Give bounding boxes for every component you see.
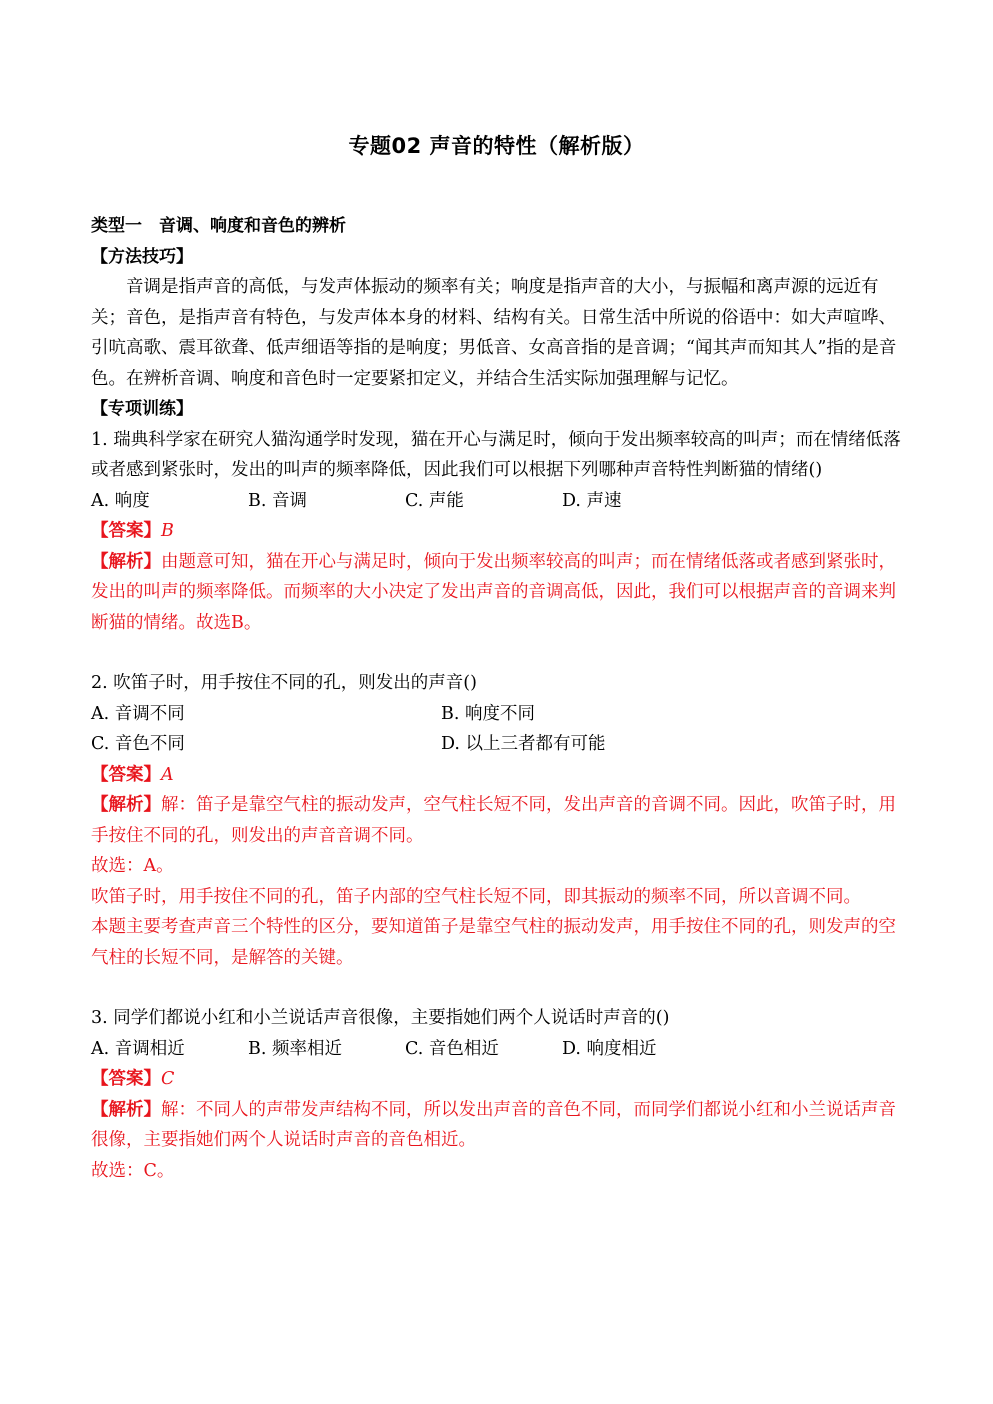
analysis-label: 【解析】 (91, 551, 161, 572)
option-c: C. 声能 (405, 490, 464, 511)
answer-label: 【答案】 (91, 1069, 161, 1089)
question-1 (91, 425, 903, 639)
option-d: D. 以上三者都有可能 (441, 734, 606, 754)
answer-line (91, 760, 903, 791)
analysis-explanation: 吹笛子时，用手按住不同的孔，笛子内部的空气柱长短不同，即其振动的频率不同，所以音调不同。 (91, 886, 861, 907)
analysis-text: 解：不同人的声带发声结构不同，所以发出声音的音色不同，而同学们都说小红和小兰说话声音很像，主要指她们两个人说话时声音的音色相近。 (91, 1099, 896, 1150)
section-heading: 类型一 音调、响度和音色的辨析 (91, 216, 346, 236)
question-stem: 3. 同学们都说小红和小兰说话声音很像，主要指她们两个人说话时声音的() (91, 1008, 670, 1028)
document-body (91, 211, 903, 1186)
question-stem: 1. 瑞典科学家在研究人猫沟通学时发现，猫在开心与满足时，倾向于发出频率较高的叫声；而在情绪低落或者感到紧张时，发出的叫声的频率降低，因此我们可以根据下列哪种声音特性判断猫的情绪() (91, 429, 901, 480)
analysis-label: 【解析】 (91, 795, 161, 815)
analysis-summary: 本题主要考查声音三个特性的区分，要知道笛子是靠空气柱的振动发声，用手按住不同的孔，则发声的空气柱的长短不同，是解答的关键。 (91, 917, 896, 968)
answer-line (91, 516, 903, 547)
analysis-choice: 故选：A。 (91, 856, 174, 876)
analysis-line (91, 1095, 903, 1156)
answer-value: A (161, 764, 174, 785)
question-3 (91, 1003, 903, 1186)
option-c: C. 音色相近 (405, 1038, 499, 1059)
answer-label: 【答案】 (91, 521, 161, 541)
analysis-label: 【解析】 (91, 1099, 161, 1120)
option-d: D. 响度相近 (562, 1038, 657, 1059)
question-stem: 2. 吹笛子时，用手按住不同的孔，则发出的声音() (91, 673, 477, 693)
method-heading: 【方法技巧】 (91, 246, 193, 267)
question-2 (91, 668, 903, 973)
analysis-text: 解：笛子是靠空气柱的振动发声，空气柱长短不同，发出声音的音调不同。因此，吹笛子时，用手按住不同的孔，则发出的声音音调不同。 (91, 795, 896, 846)
option-d: D. 声速 (562, 490, 622, 511)
option-a: A. 音调相近 (91, 1038, 185, 1059)
question-options (91, 699, 903, 760)
option-b: B. 频率相近 (248, 1038, 342, 1059)
option-c: C. 音色不同 (91, 734, 185, 754)
practice-heading: 【专项训练】 (91, 399, 193, 419)
analysis-line (91, 790, 903, 851)
option-b: B. 响度不同 (441, 703, 535, 724)
question-options (91, 1034, 903, 1065)
answer-line (91, 1064, 903, 1095)
answer-value: B (161, 521, 174, 541)
page-title: 专题02 声音的特性（解析版） (348, 134, 645, 158)
answer-label: 【答案】 (91, 764, 161, 785)
method-text: 音调是指声音的高低，与发声体振动的频率有关；响度是指声音的大小，与振幅和离声源的远近有关；音色，是指声音有特色，与发声体本身的材料、结构有关。日常生活中所说的俗语中：如大声喧哗、引吭高歌、震耳欲聋、低声细语等指的是响度；男低音、女高音指的是音调；“闻其声而知其人”指的是音色。在辨析音调、响度和音色时一定要紧扣定义，并结合生活实际加强理解与记忆。 (91, 277, 897, 389)
option-b: B. 音调 (248, 490, 307, 511)
answer-value: C (161, 1069, 175, 1089)
analysis-choice: 故选：C。 (91, 1160, 175, 1181)
option-a: A. 响度 (91, 490, 150, 511)
analysis-line (91, 547, 903, 639)
analysis-text: 由题意可知，猫在开心与满足时，倾向于发出频率较高的叫声；而在情绪低落或者感到紧张时，发出的叫声的频率降低。而频率的大小决定了发出声音的音调高低，因此，我们可以根据声音的音调来判断猫的情绪。故选B。 (91, 551, 896, 633)
option-a: A. 音调不同 (91, 703, 185, 724)
question-options (91, 486, 903, 517)
